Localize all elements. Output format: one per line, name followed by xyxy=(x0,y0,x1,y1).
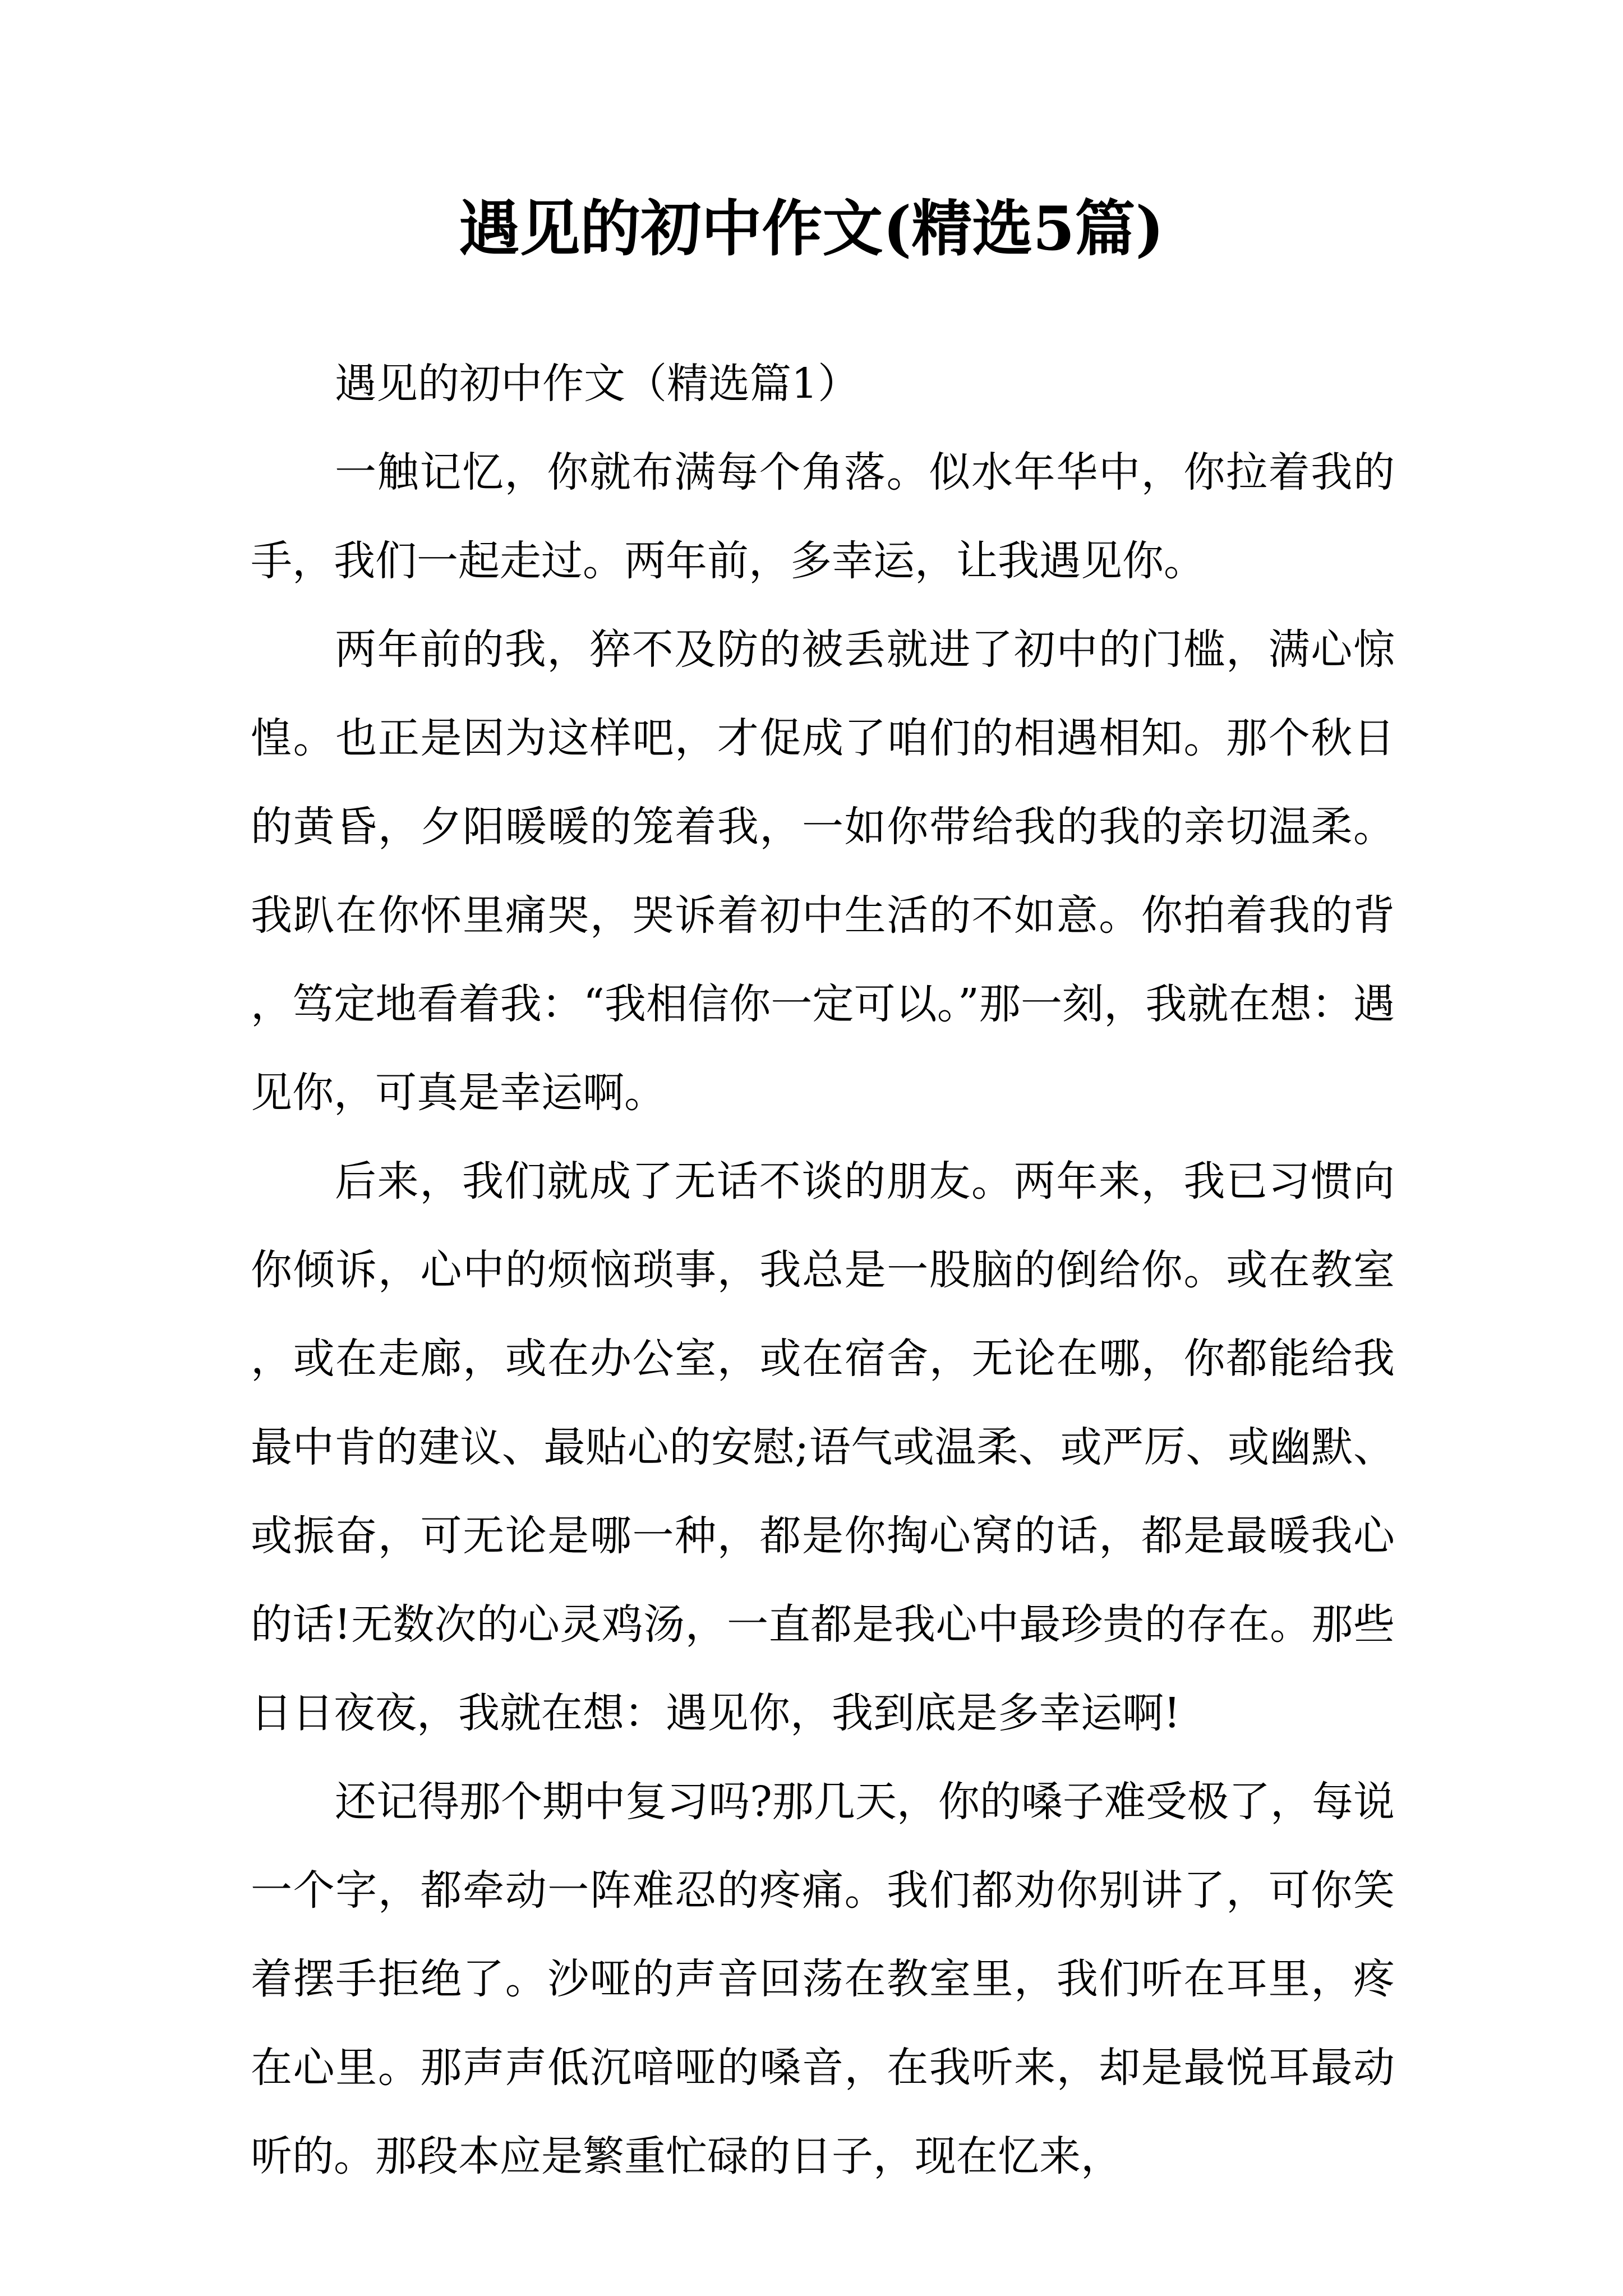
document-title: 遇见的初中作文(精选5篇) xyxy=(459,194,1164,264)
paragraph: 两年前的我，猝不及防的被丢就进了初中的门槛，满心惊惶。也正是因为这样吧，才促成了咱们的相遇相知。那个秋日的黄昏，夕阳暖暖的笼着我，一如你带给我的我的亲切温柔。我趴在你怀里痛哭，哭诉着初中生活的不如意。你拍着我的背，笃定地看着我：“我相信你一定可以。”那一刻，我就在想：遇见你，可真是幸运啊。 xyxy=(251,625,1395,1117)
paragraph: 后来，我们就成了无话不谈的朋友。两年来，我已习惯向你倾诉，心中的烦恼琐事，我总是一股脑的倒给你。或在教室，或在走廊，或在办公室，或在宿舍，无论在哪，你都能给我最中肯的建议、最贴心的安慰;语气或温柔、或严厉、或幽默、或振奋，可无论是哪一种，都是你掏心窝的话，都是最暖我心的话!无数次的心灵鸡汤，一直都是我心中最珍贵的存在。那些日日夜夜，我就在想：遇见你，我到底是多幸运啊! xyxy=(251,1157,1395,1737)
paragraph: 一触记忆，你就布满每个角落。似水年华中，你拉着我的手，我们一起走过。两年前，多幸运，让我遇见你。 xyxy=(251,448,1395,585)
document-body xyxy=(251,339,1395,2201)
section-heading: 遇见的初中作文（精选篇1） xyxy=(335,360,860,408)
paragraph: 还记得那个期中复习吗?那几天，你的嗓子难受极了，每说一个字，都牵动一阵难忍的疼痛。我们都劝你别讲了，可你笑着摆手拒绝了。沙哑的声音回荡在教室里，我们听在耳里，疼在心里。那声声低沉喑哑的嗓音，在我听来，却是最悦耳最动听的。那段本应是繁重忙碌的日子，现在忆来， xyxy=(251,1778,1395,2180)
